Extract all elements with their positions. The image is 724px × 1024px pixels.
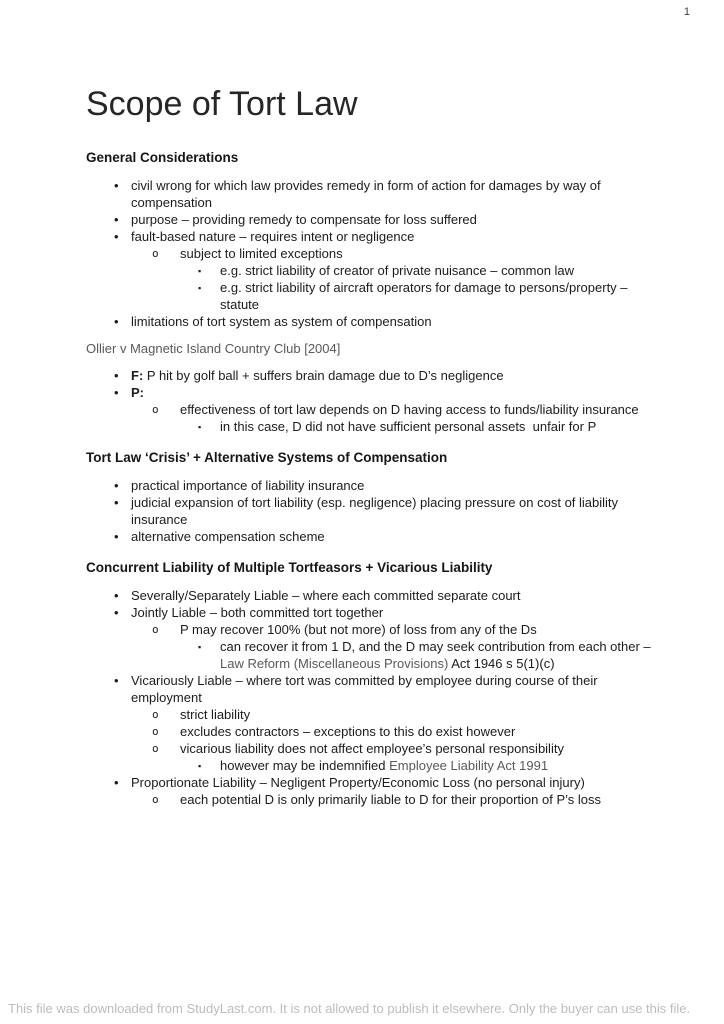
page-number: 1 (683, 6, 690, 18)
list-item (86, 279, 662, 313)
bullet-marker-icon: • (114, 495, 119, 510)
bullet-marker-icon: • (114, 212, 119, 227)
bullet-marker-icon: • (114, 229, 119, 244)
bullet-marker-icon: ▪ (198, 283, 202, 293)
bullet-marker-icon: • (114, 314, 119, 329)
text-segment: Severally/Separately Liable – where each committed separate court (131, 588, 521, 603)
bullet-marker-icon: • (114, 478, 119, 493)
bullet-marker-icon: ▪ (198, 422, 202, 432)
text-segment: Law Reform (Miscellaneous Provisions) (220, 656, 449, 671)
bullet-marker-icon: o (152, 623, 159, 636)
list-item (86, 313, 662, 330)
bullet-marker-icon: o (152, 742, 159, 755)
text-segment: judicial expansion of tort liability (esp. negligence) placing pressure on cost of liability insurance (131, 495, 619, 527)
bullet-marker-icon: ▪ (198, 642, 202, 652)
list-item-text (131, 673, 598, 705)
text-segment: vicarious liability does not affect employee’s personal responsibility (180, 741, 564, 756)
text-segment: Vicariously Liable – where tort was committed by employee during course of their employment (131, 673, 598, 705)
text-segment: strict liability (180, 707, 251, 722)
list-item (86, 528, 662, 545)
section-heading: Tort Law ‘Crisis’ + Alternative Systems of Compensation (86, 450, 448, 465)
text-segment: e.g. strict liability of creator of private nuisance – common law (220, 263, 575, 278)
list-item (86, 604, 662, 621)
text-segment: can recover it from 1 D, and the D may seek contribution from each other – (220, 639, 651, 654)
bullet-marker-icon: • (114, 368, 119, 383)
list-item (86, 723, 662, 740)
list-item-text (131, 478, 364, 493)
bullet-marker-icon: ▪ (198, 761, 202, 771)
bullet-list (86, 587, 662, 808)
list-item (86, 211, 662, 228)
bullet-marker-icon: o (152, 708, 159, 721)
bullet-marker-icon: • (114, 673, 119, 688)
bullet-list (86, 477, 662, 545)
bullet-marker-icon: • (114, 385, 119, 400)
text-segment: Employee Liability Act 1991 (389, 758, 549, 773)
bullet-marker-icon: • (114, 529, 119, 544)
bullet-marker-icon: • (114, 605, 119, 620)
section-heading: General Considerations (86, 150, 239, 165)
text-segment: each potential D is only primarily liable to D for their proportion of P’s loss (180, 792, 602, 807)
list-item-text (220, 263, 574, 278)
list-item-text (131, 775, 585, 790)
list-item (86, 401, 662, 418)
list-item-text (180, 741, 564, 756)
text-segment: F: (131, 368, 144, 383)
list-item-text (220, 419, 596, 434)
bullet-marker-icon: • (114, 775, 119, 790)
list-item-text (180, 792, 601, 807)
list-item (86, 791, 662, 808)
case-reference (86, 340, 662, 357)
list-item (86, 706, 662, 723)
text-segment: effectiveness of tort law depends on D having access to funds/liability insurance (180, 402, 639, 417)
bullet-list (86, 367, 662, 435)
list-item (86, 262, 662, 279)
list-item-text (131, 229, 414, 244)
list-item (86, 757, 662, 774)
list-item-text (180, 402, 639, 417)
list-item (86, 177, 662, 211)
text-segment: Act 1946 s 5(1)(c) (448, 656, 555, 671)
watermark-footer: This file was downloaded from StudyLast.com. It is not allowed to publish it elsewhere. Only the buyer can use this file. (8, 1001, 691, 1016)
bullet-marker-icon: o (152, 725, 159, 738)
list-item-text (131, 368, 504, 383)
text-segment: subject to limited exceptions (180, 246, 343, 261)
bullet-marker-icon: o (152, 247, 159, 260)
list-item (86, 587, 662, 604)
bullet-marker-icon: • (114, 588, 119, 603)
text-segment: P may recover 100% (but not more) of loss from any of the Ds (180, 622, 537, 637)
list-item (86, 384, 662, 401)
list-item (86, 477, 662, 494)
text-segment: purpose – providing remedy to compensate for loss suffered (131, 212, 477, 227)
list-item-text (220, 758, 548, 773)
list-item-text (131, 588, 521, 603)
list-item (86, 638, 662, 672)
list-item-text (180, 622, 537, 637)
list-item-text (131, 178, 601, 210)
list-item-text (131, 314, 432, 329)
list-item (86, 774, 662, 791)
bullet-marker-icon: o (152, 793, 159, 806)
list-item (86, 418, 662, 435)
list-item (86, 245, 662, 262)
bullet-list (86, 177, 662, 330)
list-item-text (131, 212, 477, 227)
list-item (86, 228, 662, 245)
text-segment: limitations of tort system as system of compensation (131, 314, 432, 329)
list-item (86, 367, 662, 384)
list-item-text (131, 495, 618, 527)
text-segment: P hit by golf ball + suffers brain damage due to D’s negligence (143, 368, 504, 383)
page-title: Scope of Tort Law (86, 85, 358, 123)
bullet-marker-icon: ▪ (198, 266, 202, 276)
text-segment: civil wrong for which law provides remedy in form of action for damages by way of compensation (131, 178, 601, 210)
list-item-text (220, 280, 628, 312)
list-item-text (131, 605, 383, 620)
list-item-text (180, 246, 343, 261)
text-segment: Proportionate Liability – Negligent Property/Economic Loss (no personal injury) (131, 775, 585, 790)
list-item-text (131, 385, 144, 400)
list-item (86, 494, 662, 528)
text-segment: Ollier v Magnetic Island Country Club [2004] (86, 341, 341, 356)
section-heading: Concurrent Liability of Multiple Tortfeasors + Vicarious Liability (86, 560, 493, 575)
text-segment: practical importance of liability insurance (131, 478, 365, 493)
text-segment: e.g. strict liability of aircraft operators for damage to persons/property – statute (220, 280, 628, 312)
text-segment: Jointly Liable – both committed tort together (131, 605, 384, 620)
text-segment: alternative compensation scheme (131, 529, 325, 544)
text-segment: however may be indemnified (220, 758, 390, 773)
list-item-text (180, 724, 515, 739)
text-segment: in this case, D did not have sufficient personal assets unfair for P (220, 419, 597, 434)
text-segment: excludes contractors – exceptions to this do exist however (180, 724, 516, 739)
list-item (86, 621, 662, 638)
list-item-text (131, 529, 325, 544)
bullet-marker-icon: • (114, 178, 119, 193)
text-segment: P: (131, 385, 144, 400)
list-item-text (220, 639, 651, 671)
list-item-text (180, 707, 250, 722)
bullet-marker-icon: o (152, 403, 159, 416)
text-segment: fault-based nature – requires intent or negligence (131, 229, 415, 244)
list-item (86, 740, 662, 757)
document-body (86, 149, 662, 808)
list-item (86, 672, 662, 706)
